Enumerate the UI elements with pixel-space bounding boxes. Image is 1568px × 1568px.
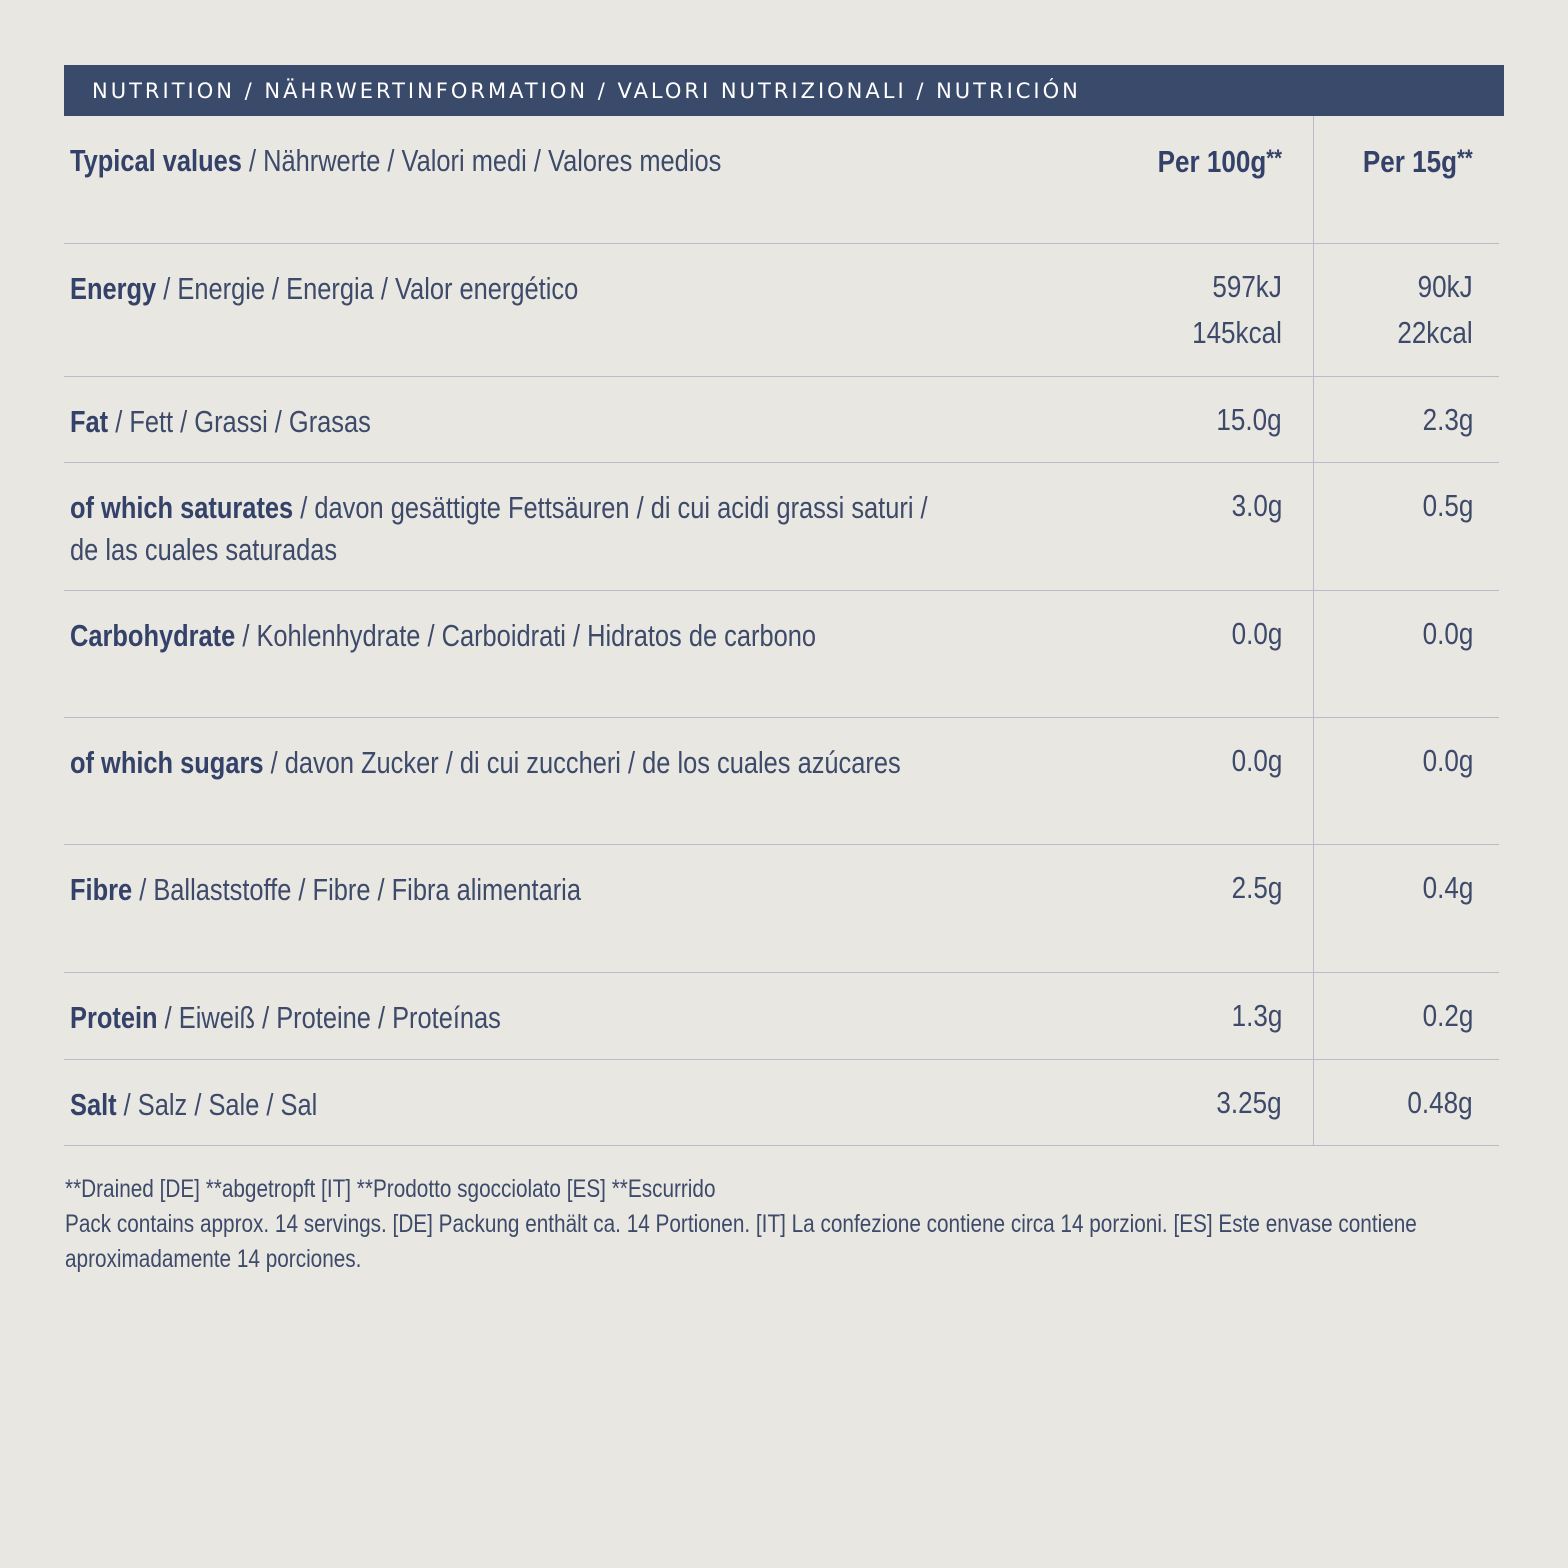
value-per-15g: 0.0g <box>1422 616 1473 651</box>
row-label-bold: Salt <box>70 1087 117 1122</box>
value-per-15g: 0.48g <box>1407 1085 1473 1120</box>
header-col2-mark: ** <box>1457 145 1473 172</box>
value-per-100g: 3.25g <box>1216 1085 1282 1120</box>
row-label-rest: / Eiweiß / Proteine / Proteínas <box>157 1000 501 1035</box>
row-label-rest: / Energie / Energia / Valor energético <box>156 271 579 306</box>
row-label <box>70 268 808 310</box>
footnote-servings: Pack contains approx. 14 servings. [DE] Packung enthält ca. 14 Portionen. [IT] La confezione contiene circa 14 porzioni. [ES] Este envase contiene <box>65 1210 1417 1238</box>
value-per-100g: 3.0g <box>1231 488 1282 523</box>
row-label-rest: / davon Zucker / di cui zuccheri / de los cuales azúcares <box>263 745 901 780</box>
value-per-100g <box>1192 264 1282 356</box>
table-row-fibre <box>64 845 1499 973</box>
table-row-energy <box>64 244 1499 377</box>
row-label <box>70 487 928 571</box>
value-kcal: 145kcal <box>1192 315 1282 350</box>
value-per-100g: 0.0g <box>1231 743 1282 778</box>
header-label-rest: / Nährwerte / Valori medi / Valores medios <box>241 143 722 178</box>
value-per-15g <box>1398 264 1473 356</box>
value-per-100g: 2.5g <box>1231 870 1282 905</box>
value-kj: 597kJ <box>1212 269 1282 304</box>
value-kj: 90kJ <box>1417 269 1473 304</box>
header-per-15g <box>1363 136 1473 185</box>
row-label-rest: / Kohlenhydrate / Carboidrati / Hidratos de carbono <box>235 618 817 653</box>
row-label-bold: of which sugars <box>70 745 264 780</box>
value-kcal: 22kcal <box>1397 315 1473 350</box>
row-label <box>70 742 901 784</box>
value-per-100g: 15.0g <box>1216 402 1282 437</box>
header-per-100g <box>1158 136 1282 185</box>
row-label-rest: / Fett / Grassi / Grasas <box>108 404 371 439</box>
table-row-saturates <box>64 463 1499 591</box>
header-col1-text: Per 100g <box>1157 144 1267 179</box>
row-label <box>70 997 808 1039</box>
row-label-bold: Fibre <box>70 872 133 907</box>
value-per-15g: 0.4g <box>1422 870 1473 905</box>
row-label-rest: / davon gesättigte Fettsäuren / di cui acidi grassi saturi / <box>293 490 928 525</box>
row-label-bold: Protein <box>70 1000 158 1035</box>
value-per-15g: 2.3g <box>1422 402 1473 437</box>
footnote-servings-cont: aproximadamente 14 porciones. <box>65 1245 362 1273</box>
row-label <box>70 401 808 443</box>
table-row-carbohydrate <box>64 591 1499 718</box>
header-col1-mark: ** <box>1266 145 1282 172</box>
row-label-rest: / Salz / Sale / Sal <box>116 1087 318 1122</box>
row-label-bold: Energy <box>70 271 157 306</box>
banner-title: NUTRITION / NÄHRWERTINFORMATION / VALORI NUTRIZIONALI / NUTRICIÓN <box>92 78 1081 103</box>
table-header-row <box>64 116 1499 244</box>
value-per-100g: 0.0g <box>1231 616 1282 651</box>
value-per-15g: 0.5g <box>1422 488 1473 523</box>
row-label-bold: Carbohydrate <box>70 618 236 653</box>
table-row-sugars <box>64 718 1499 845</box>
value-per-15g: 0.0g <box>1422 743 1473 778</box>
table-row-salt <box>64 1060 1499 1146</box>
nutrition-banner <box>64 65 1504 116</box>
table-row-protein <box>64 973 1499 1060</box>
header-col2-text: Per 15g <box>1363 144 1458 179</box>
row-label-bold: of which saturates <box>70 490 294 525</box>
table-row-fat <box>64 377 1499 463</box>
row-label <box>70 869 808 911</box>
value-per-15g: 0.2g <box>1422 998 1473 1033</box>
footnote-drained: **Drained [DE] **abgetropft [IT] **Prodotto sgocciolato [ES] **Escurrido <box>65 1175 716 1203</box>
row-label <box>70 615 817 657</box>
row-label-rest-line2: de las cuales saturadas <box>70 532 338 567</box>
row-label-bold: Fat <box>70 404 109 439</box>
value-per-100g: 1.3g <box>1231 998 1282 1033</box>
nutrition-table <box>64 116 1499 1146</box>
header-label-bold: Typical values <box>70 143 242 178</box>
header-label <box>70 140 808 182</box>
row-label-rest: / Ballaststoffe / Fibre / Fibra alimentaria <box>132 872 581 907</box>
row-label <box>70 1084 808 1126</box>
footnote <box>65 1172 1417 1277</box>
